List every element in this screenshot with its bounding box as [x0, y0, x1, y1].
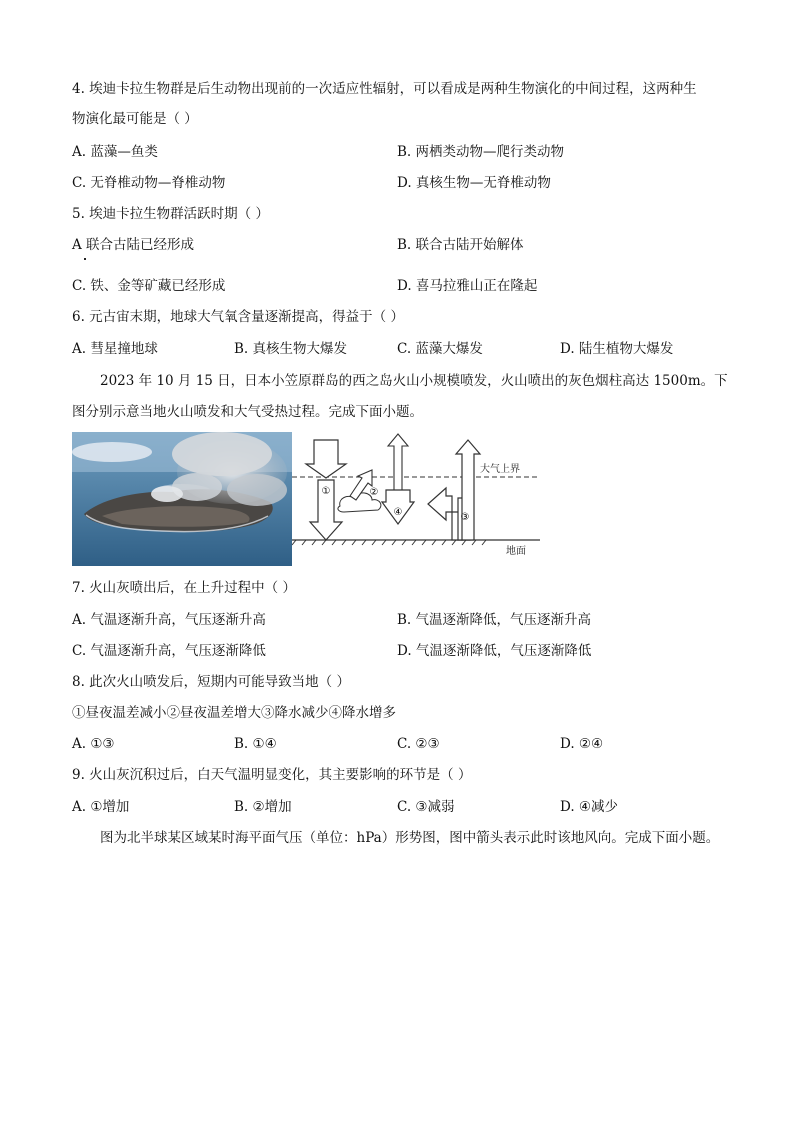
q5-option-a: A 联合古陆已经形成 — [72, 237, 195, 253]
marker-4: ④ — [393, 507, 403, 518]
q9-option-a: A. ①增加 — [72, 799, 130, 815]
q9-option-d: D. ④减少 — [560, 799, 619, 815]
q4-option-b: B. 两栖类动物—爬行类动物 — [397, 144, 565, 160]
arrow-3-left — [428, 488, 462, 540]
q9-stem: 9. 火山灰沉积过后，白天气温明显变化，其主要影响的环节是（ ） — [72, 767, 472, 783]
atmosphere-top-label: 大气上界 — [480, 464, 520, 475]
q5-option-d: D. 喜马拉雅山正在隆起 — [397, 278, 538, 294]
q4-option-a: A. 蓝藻—鱼类 — [72, 144, 158, 160]
marker-1: ① — [321, 486, 331, 497]
q7-stem: 7. 火山灰喷出后，在上升过程中（ ） — [72, 580, 296, 596]
passage-intro-line2: 图分别示意当地火山喷发和大气受热过程。完成下面小题。 — [72, 404, 423, 420]
volcano-photo-image — [72, 432, 292, 566]
stray-dot — [84, 258, 86, 260]
volcano-photo — [72, 432, 292, 566]
atmosphere-heating-svg — [292, 432, 550, 566]
solar-radiation-arrow-top — [306, 440, 346, 478]
passage-intro-line1: 2023 年 10 月 15 日，日本小笠原群岛的西之岛火山小规模喷发，火山喷出的灰色烟柱高达 1500m。下 — [100, 373, 728, 389]
q6-stem: 6. 元古宙末期，地球大气氧含量逐渐提高，得益于（ ） — [72, 309, 404, 325]
q4-option-d: D. 真核生物—无脊椎动物 — [397, 175, 551, 191]
q6-option-d: D. 陆生植物大爆发 — [560, 341, 674, 357]
q8-stem: 8. 此次火山喷发后，短期内可能导致当地（ ） — [72, 674, 350, 690]
q4-stem-line1: 4. 埃迪卡拉生物群是后生动物出现前的一次适应性辐射，可以看成是两种生物演化的中间过程，这两种生 — [72, 81, 697, 97]
q4-option-c: C. 无脊椎动物—脊椎动物 — [72, 175, 226, 191]
q8-option-d: D. ②④ — [560, 736, 604, 752]
q7-option-a: A. 气温逐渐升高，气压逐渐升高 — [72, 612, 266, 628]
q5-option-b: B. 联合古陆开始解体 — [397, 237, 524, 253]
q6-option-c: C. 蓝藻大爆发 — [397, 341, 483, 357]
ground-radiation-up-arrow — [388, 434, 408, 490]
q7-option-c: C. 气温逐渐升高，气压逐渐降低 — [72, 643, 266, 659]
atmosphere-heating-diagram — [292, 432, 550, 566]
q4-stem-line2: 物演化最可能是（ ） — [72, 111, 198, 127]
passage-intro-2: 图为北半球某区域某时海平面气压（单位：hPa）形势图，图中箭头表示此时该地风向。完成下面小题。 — [100, 830, 720, 846]
q9-option-b: B. ②增加 — [234, 799, 292, 815]
marker-3: ③ — [460, 512, 470, 523]
q6-option-b: B. 真核生物大爆发 — [234, 341, 348, 357]
q9-option-c: C. ③减弱 — [397, 799, 455, 815]
ground-label: 地面 — [506, 546, 526, 557]
q6-option-a: A. 彗星撞地球 — [72, 341, 158, 357]
q5-stem: 5. 埃迪卡拉生物群活跃时期（ ） — [72, 206, 269, 222]
q5-option-c: C. 铁、金等矿藏已经形成 — [72, 278, 226, 294]
q8-option-a: A. ①③ — [72, 736, 115, 752]
marker-2: ② — [369, 487, 379, 498]
q8-option-b: B. ①④ — [234, 736, 277, 752]
q8-option-c: C. ②③ — [397, 736, 440, 752]
q7-option-d: D. 气温逐渐降低，气压逐渐降低 — [397, 643, 592, 659]
q7-option-b: B. 气温逐渐降低，气压逐渐升高 — [397, 612, 592, 628]
q8-statements: ①昼夜温差减小②昼夜温差增大③降水减少④降水增多 — [72, 705, 396, 721]
ground-hatching — [292, 540, 486, 545]
